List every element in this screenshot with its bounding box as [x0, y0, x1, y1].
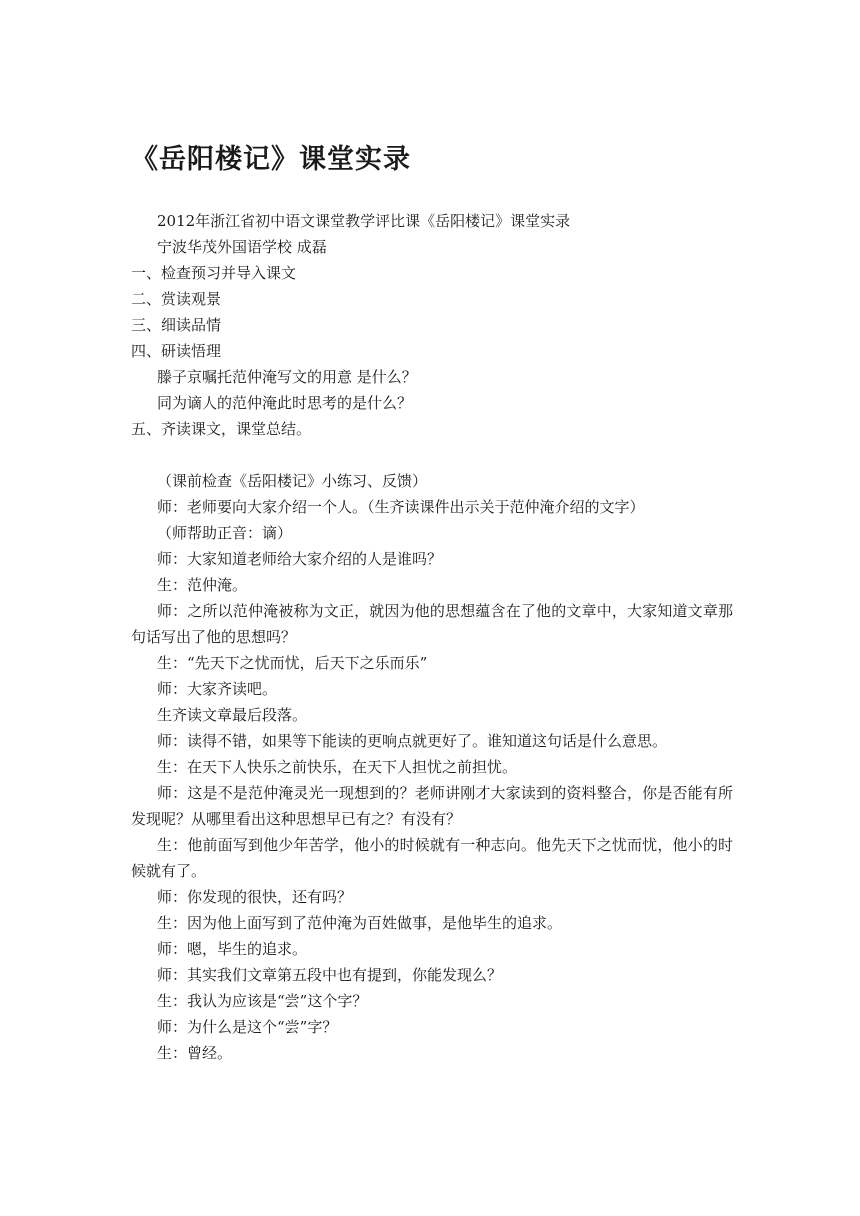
transcript-line: 师：大家知道老师给大家介绍的人是谁吗？	[157, 550, 443, 568]
author-line: 宁波华茂外国语学校 成磊	[157, 238, 327, 256]
transcript-line: 生：我认为应该是“尝”这个字？	[157, 992, 368, 1010]
transcript-paragraph: 师：之所以范仲淹被称为文正，就因为他的思想蕴含在了他的文章中，大家知道文章那句话写出了他的思想吗？	[131, 602, 733, 646]
transcript-line: 生齐读文章最后段落。	[157, 706, 308, 724]
outline-item: 一、检查预习并导入课文	[131, 264, 297, 282]
outline-subitem: 同为谪人的范仲淹此时思考的是什么？	[157, 394, 413, 412]
transcript-line: 师：你发现的很快，还有吗？	[157, 888, 353, 906]
outline-item: 五、齐读课文，课堂总结。	[131, 420, 312, 438]
transcript-line: （师帮助正音：谪）	[157, 524, 293, 542]
outline-item: 二、赏读观景	[131, 290, 222, 308]
document-title: 《岳阳楼记》课堂实录	[131, 144, 411, 175]
transcript-line: 生：因为他上面写到了范仲淹为百姓做事，是他毕生的追求。	[157, 914, 563, 932]
transcript-line: 师：读得不错，如果等下能读的更响点就更好了。谁知道这句话是什么意思。	[157, 732, 668, 750]
transcript-line: 生：曾经。	[157, 1044, 233, 1062]
transcript-line: 师：为什么是这个“尝”字？	[157, 1018, 338, 1036]
transcript-line: 生：范仲淹。	[157, 576, 248, 594]
transcript-line: 师：其实我们文章第五段中也有提到，你能发现么？	[157, 966, 503, 984]
transcript-line: 生：“先天下之忧而忧，后天下之乐而乐”	[157, 654, 428, 672]
outline-item: 三、细读品情	[131, 316, 222, 334]
outline-subitem: 滕子京嘱托范仲淹写文的用意 是什么？	[157, 368, 417, 386]
transcript-paragraph: 师：这是不是范仲淹灵光一现想到的？老师讲刚才大家读到的资料整合，你是否能有所发现呢？从哪里看出这种思想早已有之？有没有？	[131, 784, 733, 828]
transcript-paragraph: 生：他前面写到他少年苦学，他小的时候就有一种志向。他先天下之忧而忧，他小的时候就有了。	[131, 836, 733, 880]
blank-line	[131, 442, 733, 468]
transcript-line: 师：老师要向大家介绍一个人。（生齐读课件出示关于范仲淹介绍的文字）	[157, 498, 645, 516]
document-body	[131, 208, 733, 1066]
transcript-line: 生：在天下人快乐之前快乐，在天下人担忧之前担忧。	[157, 758, 518, 776]
transcript-line: （课前检查《岳阳楼记》小练习、反馈）	[157, 472, 428, 490]
transcript-line: 师：嗯，毕生的追求。	[157, 940, 308, 958]
outline-item: 四、研读悟理	[131, 342, 222, 360]
subtitle: 2012年浙江省初中语文课堂教学评比课《岳阳楼记》课堂实录	[157, 212, 571, 230]
transcript-line: 师：大家齐读吧。	[157, 680, 278, 698]
